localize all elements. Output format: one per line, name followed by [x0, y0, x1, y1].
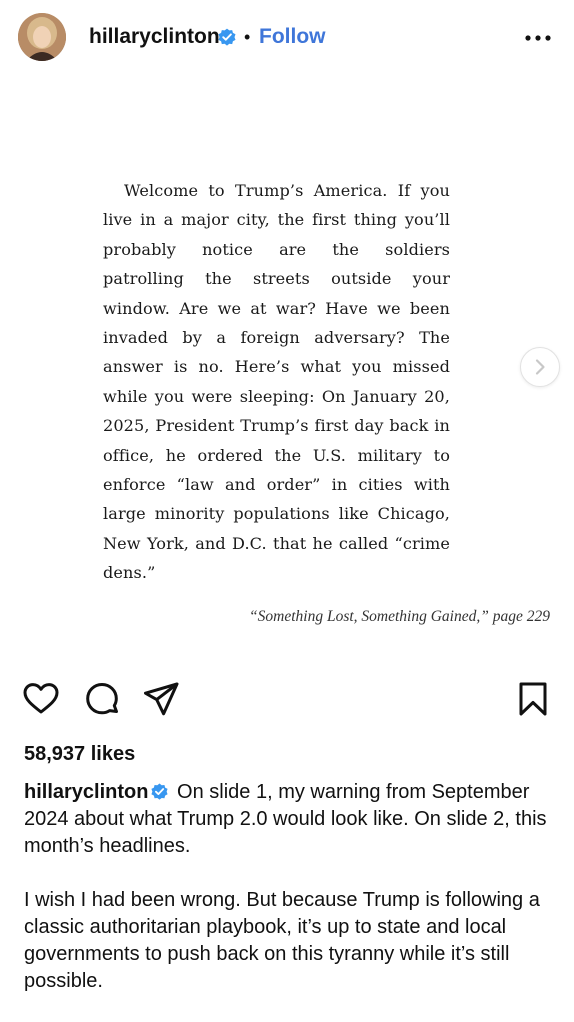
likes-count[interactable]: 58,937 likes	[24, 743, 136, 765]
more-options-icon[interactable]	[522, 26, 554, 50]
slide-quote-text: Welcome to Trump’s America. If you live in a major city, the first thing you’ll probably notice are the soldiers patrolling the streets outside your window. Are we at war? Have we been invaded by a foreign adversary? The answer is no. Here’s what you missed while you were sleeping: On January 20, 2025, President Trump’s first day back in office, he ordered the U.S. military to enforce “law and order” in cities with large minority populations like Chicago, New York, and D.C. that he called “crime dens.”	[103, 181, 450, 583]
heart-icon[interactable]	[22, 680, 60, 718]
caption-paragraph-1: On slide 1, my warning from September 2024 about what Trump 2.0 would look like. On slide 2, this month’s headlines.	[24, 781, 547, 857]
comment-icon[interactable]	[83, 680, 121, 718]
verified-badge-icon	[150, 782, 169, 801]
caption-username[interactable]: hillaryclinton	[24, 781, 149, 803]
verified-badge-icon	[217, 27, 237, 47]
author-username[interactable]: hillaryclinton	[89, 25, 220, 48]
follow-button[interactable]: Follow	[259, 25, 326, 48]
post-action-bar	[0, 676, 574, 722]
next-slide-button[interactable]	[520, 347, 560, 387]
chevron-right-icon	[530, 357, 550, 377]
post-header	[0, 0, 574, 74]
bookmark-icon[interactable]	[514, 680, 552, 718]
send-icon[interactable]	[142, 680, 180, 718]
slide-source-caption: “Something Lost, Something Gained,” page 229	[249, 608, 550, 625]
separator-dot: •	[244, 27, 251, 47]
profile-avatar[interactable]	[18, 13, 66, 61]
post-caption	[24, 779, 554, 1022]
caption-paragraph-2: I wish I had been wrong. But because Trump is following a classic authoritarian playbook, it’s up to state and local governments to push back on this tyranny while it’s still possible.	[24, 889, 540, 992]
